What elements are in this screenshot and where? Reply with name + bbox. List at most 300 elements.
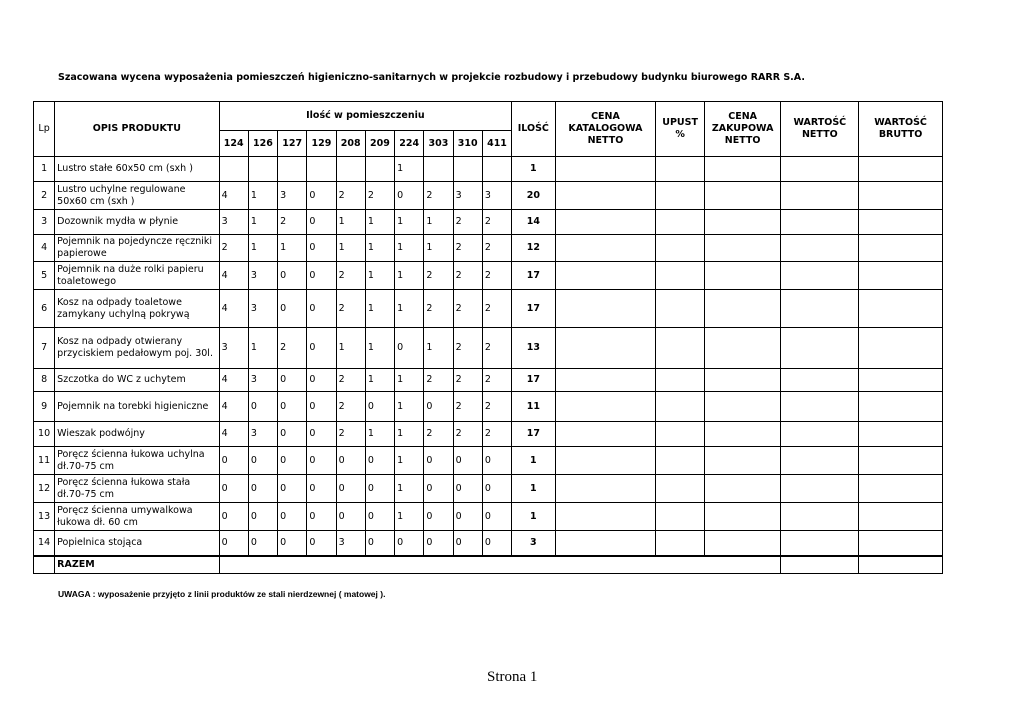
row-lp: 8 — [34, 369, 55, 392]
row-wartosc-netto — [781, 157, 859, 182]
header-room: 129 — [307, 131, 336, 157]
row-room-qty: 1 — [336, 235, 365, 262]
row-cena-zakupowa — [704, 422, 781, 447]
row-cena-zakupowa — [704, 290, 781, 328]
row-cena-zakupowa — [704, 503, 781, 531]
header-room: 127 — [278, 131, 307, 157]
row-wartosc-brutto — [859, 422, 943, 447]
row-room-qty: 0 — [278, 422, 307, 447]
row-room-qty: 3 — [336, 531, 365, 556]
row-room-qty: 2 — [336, 369, 365, 392]
row-room-qty: 0 — [365, 392, 394, 422]
row-upust — [656, 392, 704, 422]
row-cena-katalogowa — [555, 210, 656, 235]
row-room-qty: 0 — [278, 369, 307, 392]
row-ilosc: 1 — [512, 157, 555, 182]
row-lp: 10 — [34, 422, 55, 447]
header-ilosc: ILOŚĆ — [512, 102, 555, 157]
row-room-qty: 2 — [219, 235, 248, 262]
row-wartosc-netto — [781, 503, 859, 531]
row-room-qty: 0 — [365, 531, 394, 556]
table-row — [34, 157, 943, 182]
row-room-qty: 2 — [453, 369, 482, 392]
row-room-qty: 1 — [395, 290, 424, 328]
razem-wartosc-netto-cell — [781, 556, 859, 574]
row-room-qty — [482, 157, 511, 182]
row-opis: Dozownik mydła w płynie — [55, 210, 219, 235]
row-opis: Popielnica stojąca — [55, 531, 219, 556]
row-room-qty: 4 — [219, 182, 248, 210]
row-room-qty — [336, 157, 365, 182]
row-room-qty: 0 — [453, 475, 482, 503]
table-row — [34, 328, 943, 369]
row-room-qty: 3 — [248, 262, 277, 290]
row-room-qty: 2 — [365, 182, 394, 210]
row-room-qty: 0 — [424, 392, 453, 422]
row-wartosc-brutto — [859, 290, 943, 328]
table-row — [34, 392, 943, 422]
razem-cena-kat-cell — [555, 556, 656, 574]
row-room-qty: 0 — [278, 262, 307, 290]
row-room-qty: 3 — [248, 369, 277, 392]
row-room-qty: 2 — [453, 422, 482, 447]
row-wartosc-brutto — [859, 475, 943, 503]
row-room-qty: 0 — [278, 447, 307, 475]
row-room-qty: 2 — [278, 210, 307, 235]
pricing-table — [33, 101, 943, 574]
row-room-qty — [307, 157, 336, 182]
row-wartosc-netto — [781, 290, 859, 328]
row-room-qty: 0 — [482, 447, 511, 475]
row-wartosc-brutto — [859, 262, 943, 290]
table-row — [34, 210, 943, 235]
table-row — [34, 182, 943, 210]
header-room: 310 — [453, 131, 482, 157]
row-room-qty: 2 — [336, 392, 365, 422]
row-room-qty: 2 — [424, 182, 453, 210]
row-cena-katalogowa — [555, 235, 656, 262]
row-room-qty: 2 — [482, 328, 511, 369]
row-room-qty: 0 — [482, 503, 511, 531]
row-ilosc: 11 — [512, 392, 555, 422]
razem-cena-zak-cell — [704, 556, 781, 574]
row-opis: Pojemnik na torebki higieniczne — [55, 392, 219, 422]
row-cena-zakupowa — [704, 531, 781, 556]
razem-rooms-cell — [219, 556, 512, 574]
row-lp: 4 — [34, 235, 55, 262]
row-room-qty: 0 — [307, 210, 336, 235]
row-room-qty: 1 — [395, 235, 424, 262]
row-room-qty: 0 — [248, 503, 277, 531]
row-cena-zakupowa — [704, 210, 781, 235]
row-opis: Lustro uchylne regulowane 50x60 cm (sxh ) — [55, 182, 219, 210]
row-room-qty: 0 — [219, 503, 248, 531]
row-room-qty: 1 — [248, 210, 277, 235]
row-opis: Szczotka do WC z uchytem — [55, 369, 219, 392]
row-room-qty: 0 — [219, 447, 248, 475]
row-room-qty: 0 — [424, 475, 453, 503]
row-wartosc-netto — [781, 369, 859, 392]
row-lp: 2 — [34, 182, 55, 210]
row-upust — [656, 328, 704, 369]
row-room-qty: 3 — [278, 182, 307, 210]
row-room-qty: 2 — [424, 369, 453, 392]
row-room-qty: 0 — [278, 290, 307, 328]
row-room-qty: 0 — [307, 447, 336, 475]
razem-label: RAZEM — [55, 556, 219, 574]
row-lp: 13 — [34, 503, 55, 531]
row-cena-katalogowa — [555, 392, 656, 422]
row-room-qty: 1 — [336, 328, 365, 369]
header-lp: Lp — [34, 102, 55, 157]
row-room-qty: 0 — [424, 503, 453, 531]
row-cena-zakupowa — [704, 235, 781, 262]
row-room-qty: 0 — [395, 328, 424, 369]
row-room-qty: 0 — [336, 447, 365, 475]
row-cena-katalogowa — [555, 262, 656, 290]
row-room-qty: 4 — [219, 290, 248, 328]
row-cena-katalogowa — [555, 369, 656, 392]
row-upust — [656, 290, 704, 328]
header-cena-zakupowa: CENA ZAKUPOWA NETTO — [704, 102, 781, 157]
row-ilosc: 17 — [512, 262, 555, 290]
row-room-qty: 0 — [278, 531, 307, 556]
header-opis-produktu: OPIS PRODUKTU — [55, 102, 219, 157]
row-room-qty — [424, 157, 453, 182]
row-room-qty: 2 — [453, 210, 482, 235]
row-room-qty: 0 — [365, 475, 394, 503]
razem-lp-cell — [34, 556, 55, 574]
row-room-qty: 0 — [248, 531, 277, 556]
row-room-qty: 0 — [424, 531, 453, 556]
row-room-qty: 0 — [395, 531, 424, 556]
row-ilosc: 13 — [512, 328, 555, 369]
row-room-qty: 2 — [482, 422, 511, 447]
row-wartosc-netto — [781, 262, 859, 290]
row-ilosc: 1 — [512, 475, 555, 503]
row-room-qty — [248, 157, 277, 182]
row-room-qty: 1 — [365, 422, 394, 447]
row-wartosc-brutto — [859, 182, 943, 210]
row-room-qty: 0 — [365, 503, 394, 531]
row-lp: 9 — [34, 392, 55, 422]
razem-upust-cell — [656, 556, 704, 574]
row-room-qty: 1 — [395, 369, 424, 392]
row-room-qty: 1 — [395, 157, 424, 182]
row-room-qty: 2 — [482, 369, 511, 392]
row-opis: Pojemnik na duże rolki papieru toaletowego — [55, 262, 219, 290]
row-upust — [656, 182, 704, 210]
row-ilosc: 1 — [512, 503, 555, 531]
row-cena-zakupowa — [704, 262, 781, 290]
row-room-qty: 0 — [219, 475, 248, 503]
row-lp: 7 — [34, 328, 55, 369]
row-wartosc-netto — [781, 392, 859, 422]
row-room-qty — [365, 157, 394, 182]
row-cena-zakupowa — [704, 182, 781, 210]
row-wartosc-brutto — [859, 369, 943, 392]
header-room: 208 — [336, 131, 365, 157]
row-opis: Pojemnik na pojedyncze ręczniki papierowe — [55, 235, 219, 262]
row-room-qty: 0 — [453, 447, 482, 475]
row-cena-katalogowa — [555, 328, 656, 369]
row-cena-katalogowa — [555, 157, 656, 182]
row-upust — [656, 531, 704, 556]
row-room-qty: 0 — [248, 392, 277, 422]
row-wartosc-netto — [781, 531, 859, 556]
row-room-qty: 0 — [336, 503, 365, 531]
row-opis: Poręcz ścienna umywalkowa łukowa dł. 60 cm — [55, 503, 219, 531]
row-room-qty: 0 — [365, 447, 394, 475]
row-room-qty: 0 — [307, 290, 336, 328]
row-room-qty: 0 — [453, 503, 482, 531]
row-room-qty: 1 — [395, 447, 424, 475]
row-room-qty: 0 — [482, 531, 511, 556]
header-room: 126 — [248, 131, 277, 157]
row-room-qty: 0 — [219, 531, 248, 556]
row-room-qty: 1 — [424, 235, 453, 262]
razem-row — [34, 556, 943, 574]
table-row — [34, 447, 943, 475]
row-wartosc-brutto — [859, 157, 943, 182]
row-room-qty: 0 — [248, 475, 277, 503]
row-room-qty: 2 — [424, 290, 453, 328]
page-number: Strona 1 — [487, 669, 538, 685]
table-row — [34, 235, 943, 262]
row-room-qty: 0 — [278, 392, 307, 422]
row-room-qty: 0 — [453, 531, 482, 556]
row-room-qty: 0 — [307, 369, 336, 392]
header-room: 303 — [424, 131, 453, 157]
header-wartosc-netto: WARTOŚĆ NETTO — [781, 102, 859, 157]
row-room-qty: 0 — [278, 475, 307, 503]
row-room-qty: 2 — [482, 290, 511, 328]
row-room-qty: 3 — [248, 290, 277, 328]
row-room-qty: 0 — [307, 531, 336, 556]
header-room: 209 — [365, 131, 394, 157]
row-ilosc: 17 — [512, 422, 555, 447]
row-room-qty — [453, 157, 482, 182]
row-lp: 1 — [34, 157, 55, 182]
row-room-qty: 2 — [424, 262, 453, 290]
row-room-qty: 4 — [219, 422, 248, 447]
row-upust — [656, 447, 704, 475]
row-room-qty: 0 — [248, 447, 277, 475]
row-cena-zakupowa — [704, 328, 781, 369]
row-wartosc-netto — [781, 182, 859, 210]
header-cena-katalogowa: CENA KATALOGOWA NETTO — [555, 102, 656, 157]
header-room: 411 — [482, 131, 511, 157]
row-wartosc-netto — [781, 422, 859, 447]
row-room-qty: 2 — [336, 262, 365, 290]
row-room-qty: 0 — [307, 262, 336, 290]
row-room-qty: 2 — [336, 290, 365, 328]
table-row — [34, 422, 943, 447]
row-upust — [656, 157, 704, 182]
row-room-qty: 4 — [219, 262, 248, 290]
table-row — [34, 262, 943, 290]
row-wartosc-netto — [781, 447, 859, 475]
row-room-qty: 0 — [424, 447, 453, 475]
row-wartosc-netto — [781, 235, 859, 262]
row-ilosc: 1 — [512, 447, 555, 475]
row-cena-katalogowa — [555, 447, 656, 475]
header-room: 224 — [395, 131, 424, 157]
row-wartosc-netto — [781, 328, 859, 369]
row-ilosc: 14 — [512, 210, 555, 235]
row-room-qty: 2 — [453, 262, 482, 290]
row-room-qty: 0 — [395, 182, 424, 210]
row-room-qty: 4 — [219, 392, 248, 422]
row-room-qty: 4 — [219, 369, 248, 392]
note-text: UWAGA : wyposażenie przyjęto z linii produktów ze stali nierdzewnej ( matowej ). — [58, 589, 386, 599]
row-room-qty: 1 — [248, 328, 277, 369]
row-room-qty: 3 — [248, 422, 277, 447]
row-wartosc-brutto — [859, 392, 943, 422]
row-room-qty: 2 — [482, 392, 511, 422]
table-row — [34, 531, 943, 556]
row-cena-zakupowa — [704, 392, 781, 422]
row-room-qty: 2 — [482, 262, 511, 290]
row-room-qty: 1 — [365, 210, 394, 235]
row-room-qty: 2 — [482, 210, 511, 235]
table-row — [34, 503, 943, 531]
row-cena-zakupowa — [704, 157, 781, 182]
row-lp: 12 — [34, 475, 55, 503]
row-room-qty: 1 — [395, 210, 424, 235]
row-room-qty: 3 — [219, 210, 248, 235]
row-room-qty: 1 — [365, 262, 394, 290]
row-room-qty: 0 — [278, 503, 307, 531]
row-room-qty: 1 — [365, 328, 394, 369]
row-upust — [656, 235, 704, 262]
row-room-qty: 3 — [482, 182, 511, 210]
row-opis: Lustro stałe 60x50 cm (sxh ) — [55, 157, 219, 182]
row-cena-zakupowa — [704, 369, 781, 392]
row-upust — [656, 369, 704, 392]
row-wartosc-brutto — [859, 531, 943, 556]
table-row — [34, 290, 943, 328]
table-row — [34, 369, 943, 392]
row-upust — [656, 475, 704, 503]
row-room-qty — [219, 157, 248, 182]
row-room-qty: 3 — [219, 328, 248, 369]
row-room-qty: 1 — [424, 210, 453, 235]
row-room-qty: 2 — [336, 182, 365, 210]
row-wartosc-netto — [781, 210, 859, 235]
row-room-qty: 0 — [307, 503, 336, 531]
row-room-qty: 1 — [336, 210, 365, 235]
row-room-qty: 1 — [395, 262, 424, 290]
row-room-qty: 1 — [365, 235, 394, 262]
row-cena-zakupowa — [704, 447, 781, 475]
row-room-qty: 1 — [278, 235, 307, 262]
row-wartosc-brutto — [859, 210, 943, 235]
row-ilosc: 20 — [512, 182, 555, 210]
row-wartosc-brutto — [859, 235, 943, 262]
row-opis: Wieszak podwójny — [55, 422, 219, 447]
row-lp: 11 — [34, 447, 55, 475]
row-room-qty: 0 — [307, 475, 336, 503]
row-lp: 5 — [34, 262, 55, 290]
row-room-qty: 2 — [278, 328, 307, 369]
row-room-qty: 0 — [307, 182, 336, 210]
row-room-qty: 0 — [307, 392, 336, 422]
row-cena-zakupowa — [704, 475, 781, 503]
row-cena-katalogowa — [555, 290, 656, 328]
row-ilosc: 3 — [512, 531, 555, 556]
row-cena-katalogowa — [555, 422, 656, 447]
row-room-qty: 1 — [395, 422, 424, 447]
row-wartosc-brutto — [859, 447, 943, 475]
row-cena-katalogowa — [555, 182, 656, 210]
row-room-qty: 1 — [395, 392, 424, 422]
row-room-qty: 2 — [424, 422, 453, 447]
row-opis: Poręcz ścienna łukowa stała dł.70-75 cm — [55, 475, 219, 503]
row-wartosc-netto — [781, 475, 859, 503]
row-lp: 6 — [34, 290, 55, 328]
row-opis: Kosz na odpady otwierany przyciskiem pedałowym poj. 30l. — [55, 328, 219, 369]
razem-ilosc-cell — [512, 556, 555, 574]
row-room-qty: 0 — [307, 422, 336, 447]
row-room-qty: 2 — [336, 422, 365, 447]
table-row — [34, 475, 943, 503]
row-upust — [656, 210, 704, 235]
row-ilosc: 17 — [512, 290, 555, 328]
row-room-qty: 1 — [248, 235, 277, 262]
row-room-qty: 1 — [395, 503, 424, 531]
row-room-qty: 0 — [307, 328, 336, 369]
row-upust — [656, 262, 704, 290]
row-cena-katalogowa — [555, 475, 656, 503]
row-room-qty: 1 — [395, 475, 424, 503]
row-upust — [656, 422, 704, 447]
header-room: 124 — [219, 131, 248, 157]
row-wartosc-brutto — [859, 503, 943, 531]
row-room-qty: 0 — [307, 235, 336, 262]
row-room-qty: 2 — [453, 392, 482, 422]
row-room-qty: 1 — [365, 290, 394, 328]
row-ilosc: 12 — [512, 235, 555, 262]
row-room-qty: 0 — [482, 475, 511, 503]
row-room-qty: 0 — [336, 475, 365, 503]
row-upust — [656, 503, 704, 531]
header-ilosc-w-pomieszczeniu: Ilość w pomieszczeniu — [219, 102, 512, 131]
row-opis: Poręcz ścienna łukowa uchylna dł.70-75 cm — [55, 447, 219, 475]
row-room-qty: 2 — [482, 235, 511, 262]
row-cena-katalogowa — [555, 503, 656, 531]
row-room-qty: 2 — [453, 328, 482, 369]
row-room-qty — [278, 157, 307, 182]
row-room-qty: 2 — [453, 290, 482, 328]
row-room-qty: 3 — [453, 182, 482, 210]
row-ilosc: 17 — [512, 369, 555, 392]
row-room-qty: 1 — [365, 369, 394, 392]
row-room-qty: 2 — [453, 235, 482, 262]
row-cena-katalogowa — [555, 531, 656, 556]
header-upust: UPUST % — [656, 102, 704, 157]
row-lp: 14 — [34, 531, 55, 556]
table-body — [34, 157, 943, 556]
razem-wartosc-brutto-cell — [859, 556, 943, 574]
document-title: Szacowana wycena wyposażenia pomieszczeń higieniczno-sanitarnych w projekcie rozbudowy i przebudowy budynku biurowego RARR S.A. — [58, 72, 805, 83]
row-room-qty: 1 — [248, 182, 277, 210]
row-room-qty: 1 — [424, 328, 453, 369]
row-opis: Kosz na odpady toaletowe zamykany uchylną pokrywą — [55, 290, 219, 328]
row-lp: 3 — [34, 210, 55, 235]
row-wartosc-brutto — [859, 328, 943, 369]
header-wartosc-brutto: WARTOŚĆ BRUTTO — [859, 102, 943, 157]
